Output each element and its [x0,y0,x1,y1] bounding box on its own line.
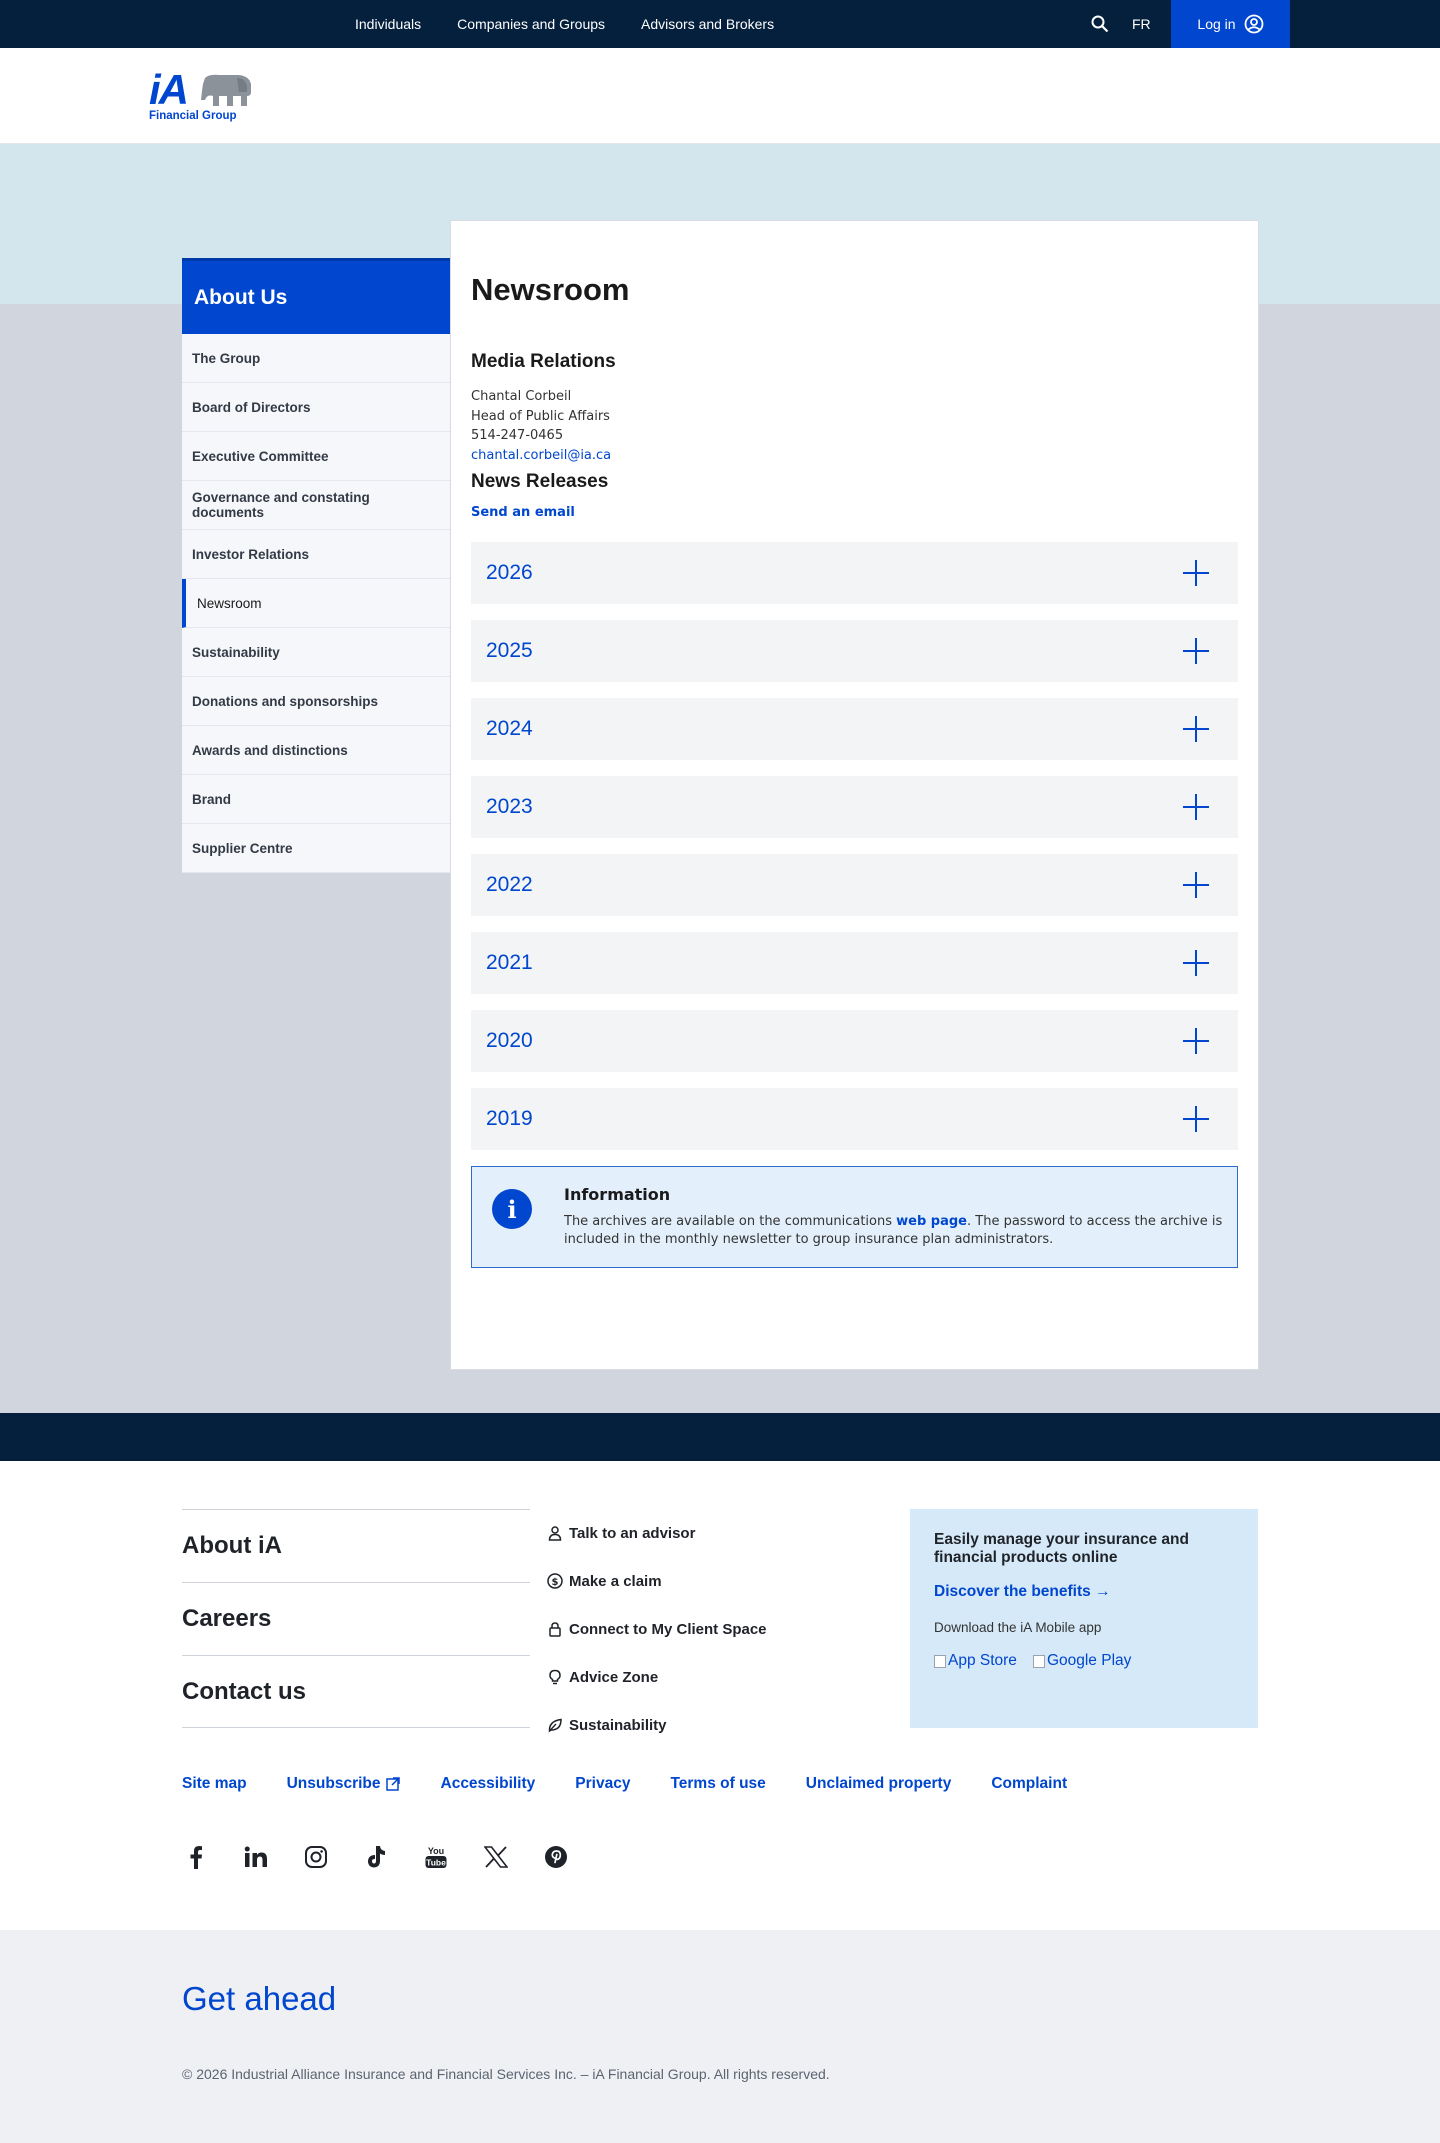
sidebar-item-executive-committee[interactable]: Executive Committee [182,432,450,481]
google-play-badge[interactable] [1033,1652,1131,1670]
legal-links [182,1775,1107,1793]
site-map-link[interactable]: Site map [182,1775,247,1792]
broken-image-icon [934,1655,946,1668]
user-circle-icon [1244,14,1264,34]
search-icon [1091,15,1109,33]
accordion-label: 2023 [486,795,533,818]
sidebar-title[interactable]: About Us [182,258,450,334]
contact-role: Head of Public Affairs [471,408,610,424]
dollar-icon [547,1573,563,1589]
footer-careers-link[interactable]: Careers [182,1582,530,1655]
footer-link-label: Connect to My Client Space [569,1620,767,1638]
slogan: Get ahead [182,1980,337,2017]
accessibility-link[interactable]: Accessibility [440,1775,536,1792]
app-store-badges [934,1652,1234,1670]
accordion-year-2020[interactable] [471,1010,1238,1072]
lock-icon [547,1621,563,1637]
linkedin-icon [244,1846,268,1868]
web-page-link[interactable]: web page [896,1214,967,1229]
plus-icon [1183,794,1209,820]
footer-talk-to-advisor-link[interactable] [547,1509,767,1557]
top-utilities [1080,0,1172,48]
x-icon [484,1846,508,1868]
sidebar-item-investor-relations[interactable]: Investor Relations [182,530,450,579]
unclaimed-property-link[interactable]: Unclaimed property [805,1775,952,1792]
top-bar [0,0,1440,48]
youtube-icon [424,1844,448,1870]
sidebar-item-brand[interactable]: Brand [182,775,450,824]
information-notice [471,1166,1238,1268]
nav-companies-groups[interactable]: Companies and Groups [457,16,606,32]
plus-icon [1183,1106,1209,1132]
app-store-label: App Store [948,1652,1017,1669]
logo-subtitle: Financial Group [149,110,237,122]
sidebar-item-board-of-directors[interactable]: Board of Directors [182,383,450,432]
plus-icon [1183,950,1209,976]
site-header [0,48,1440,144]
accordion-label: 2021 [486,951,533,974]
svg-text:$: $ [551,1577,559,1588]
footer-link-label: Advice Zone [569,1668,659,1686]
app-promo-title: Easily manage your insurance and financial products online [934,1531,1189,1566]
sidebar-item-the-group[interactable]: The Group [182,334,450,383]
footer-about-ia-link[interactable]: About iA [182,1509,530,1582]
tiktok-icon [365,1845,387,1869]
language-toggle[interactable]: FR [1132,16,1151,32]
audience-nav [355,0,810,48]
linkedin-link[interactable] [242,1843,270,1871]
external-link-icon [385,1776,401,1792]
elephant-icon [199,74,253,108]
svg-text:You: You [427,1846,445,1856]
unsubscribe-link[interactable] [287,1775,401,1793]
footer-link-label: Sustainability [569,1716,667,1734]
instagram-link[interactable] [302,1843,330,1871]
search-button[interactable] [1080,0,1120,48]
footer-quick-links [547,1509,767,1749]
footer-link-label: Make a claim [569,1572,662,1590]
tiktok-link[interactable] [362,1843,390,1871]
media-contact [471,387,1238,465]
send-email-link[interactable]: Send an email [471,505,575,520]
nav-individuals[interactable]: Individuals [355,16,422,32]
footer-link-label: Talk to an advisor [569,1524,696,1542]
person-icon [547,1525,563,1541]
social-links [182,1843,602,1871]
app-download-text: Download the iA Mobile app [934,1620,1102,1635]
accordion-year-2024[interactable] [471,698,1238,760]
info-text-start: The archives are available on the communications [564,1214,897,1229]
logo-mark: iA [149,66,187,113]
plus-icon [1183,560,1209,586]
sidebar-item-donations[interactable]: Donations and sponsorships [182,677,450,726]
footer-make-claim-link[interactable] [547,1557,767,1605]
privacy-link[interactable]: Privacy [575,1775,631,1792]
instagram-icon [304,1845,328,1869]
accordion-label: 2025 [486,639,533,662]
footer-primary-links [182,1509,530,1728]
pinterest-link[interactable] [542,1843,570,1871]
accordion-year-2019[interactable] [471,1088,1238,1150]
footer-top-band [0,1413,1440,1461]
accordion-label: 2020 [486,1029,533,1052]
unsubscribe-label: Unsubscribe [286,1775,381,1792]
contact-phone: 514-247-0465 [471,428,564,443]
accordion-year-2023[interactable] [471,776,1238,838]
accordion-label: 2026 [486,561,533,584]
copyright: © 2026 Industrial Alliance Insurance and Financial Services Inc. – iA Financial Group. All rights reserved. [182,2066,830,2082]
info-title: Information [564,1185,671,1204]
contact-name: Chantal Corbeil [471,389,572,404]
svg-text:Tube: Tube [426,1857,446,1868]
login-button[interactable] [1171,0,1290,48]
footer-advice-zone-link[interactable] [547,1653,767,1701]
media-relations-heading: Media Relations [471,351,616,372]
accordion-label: 2022 [486,873,533,896]
mobile-app-promo [910,1509,1258,1728]
lightbulb-icon [547,1669,563,1685]
bottom-band [0,1930,1440,2143]
sidebar-item-awards[interactable]: Awards and distinctions [182,726,450,775]
newsroom-content [450,220,1259,1370]
broken-image-icon [1033,1655,1045,1668]
facebook-link[interactable] [182,1843,210,1871]
login-label: Log in [1197,16,1236,32]
youtube-link[interactable] [422,1843,450,1871]
page-title: Newsroom [471,272,630,307]
footer-sustainability-link[interactable] [547,1701,767,1749]
terms-of-use-link[interactable]: Terms of use [670,1775,766,1792]
plus-icon [1183,638,1209,664]
footer-client-space-link[interactable] [547,1605,767,1653]
pinterest-icon [544,1845,568,1869]
sidebar-item-newsroom[interactable]: Newsroom [182,579,450,628]
main-section [0,144,1440,1413]
contact-email-link[interactable]: chantal.corbeil@ia.ca [471,447,612,463]
accordion-year-2022[interactable] [471,854,1238,916]
accordion-label: 2024 [486,717,533,740]
facebook-icon [188,1845,204,1869]
accordion-year-2021[interactable] [471,932,1238,994]
info-text [564,1213,1254,1249]
about-sidebar [182,258,450,873]
leaf-icon [547,1717,563,1733]
nav-advisors-brokers[interactable]: Advisors and Brokers [641,16,775,32]
ia-logo[interactable] [149,68,253,124]
info-icon: i [492,1189,532,1229]
footer-contact-us-link[interactable]: Contact us [182,1655,530,1728]
accordion-year-2025[interactable] [471,620,1238,682]
plus-icon [1183,1028,1209,1054]
news-releases-heading: News Releases [471,471,609,492]
discover-benefits-link[interactable]: Discover the benefits → [934,1583,1111,1600]
sidebar-item-supplier-centre[interactable]: Supplier Centre [182,824,450,873]
accordion-label: 2019 [486,1107,533,1130]
sidebar-item-governance[interactable]: Governance and constating documents [182,481,450,530]
plus-icon [1183,872,1209,898]
sidebar-item-sustainability[interactable]: Sustainability [182,628,450,677]
info-text-end: . The password to access the archive is included in the monthly newsletter to group insurance plan administrators. [564,1214,1223,1247]
plus-icon [1183,716,1209,742]
app-store-badge[interactable] [934,1652,1017,1670]
site-footer [0,1461,1440,1930]
complaint-link[interactable]: Complaint [991,1775,1068,1792]
accordion-year-2026[interactable] [471,542,1238,604]
google-play-label: Google Play [1046,1652,1132,1669]
x-link[interactable] [482,1843,510,1871]
